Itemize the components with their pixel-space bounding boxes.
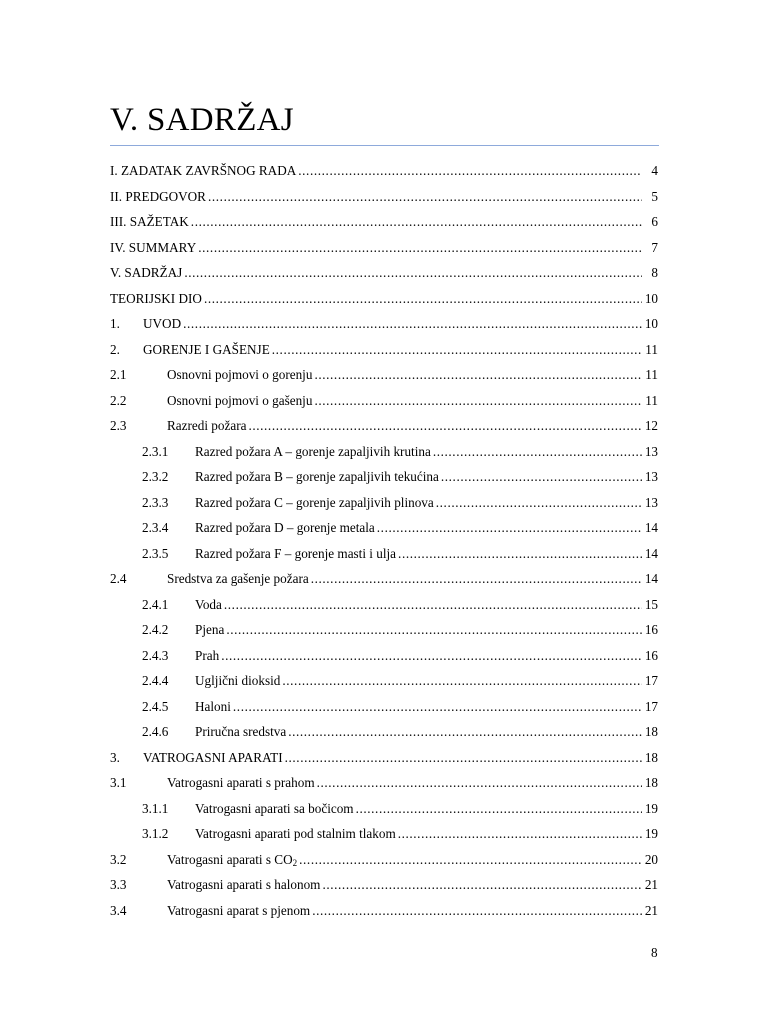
toc-entry-title-text: Razred požara B – gorenje zapaljivih tekućina [195,469,439,484]
toc-entry[interactable] [110,617,658,643]
toc-entry-number: 2.3.3 [142,494,169,510]
toc-entry-title [143,337,270,363]
toc-entry-title [195,541,396,567]
toc-entry-number: 2.3.4 [142,520,169,535]
toc-entry[interactable] [110,719,658,745]
toc-dot-leader [233,694,642,720]
toc-entry[interactable] [110,592,658,618]
toc-dot-leader [248,413,642,439]
toc-dot-leader [314,362,642,388]
toc-entry-title [110,260,182,286]
toc-dot-leader [398,541,642,567]
toc-entry-title [195,643,219,669]
toc-entry-number: 2.4.3 [142,647,169,663]
toc-entry-number: 3.1.1 [142,800,169,816]
toc-entry-title-text: Ugljični dioksid [195,673,281,688]
toc-entry-title [195,821,396,847]
toc-entry-title [195,668,280,694]
toc-entry-title [110,209,189,235]
toc-entry-title [167,566,309,592]
toc-entry-page: 13 [644,494,658,510]
toc-entry-page: 13 [644,443,658,459]
toc-entry-title-text: TEORIJSKI DIO [110,290,202,306]
toc-entry-title [195,515,375,541]
toc-entry-title-text: Vatrogasni aparati sa bočicom [195,800,354,816]
page-number: 8 [651,945,658,960]
toc-entry-title [167,898,310,924]
toc-dot-leader [226,617,642,643]
toc-dot-leader [198,235,642,261]
toc-entry-title [195,796,354,822]
toc-entry[interactable] [110,898,658,924]
toc-entry-page: 10 [644,316,658,331]
toc-entry-number: 3.2 [110,851,127,867]
toc-dot-leader [272,337,642,363]
toc-entry-number: 3.1.2 [142,826,169,841]
toc-dot-leader [312,898,642,924]
toc-dot-leader [314,388,642,414]
toc-entry[interactable] [110,515,658,541]
toc-entry-title-text: Pjena [195,622,225,637]
toc-entry[interactable] [110,388,658,414]
toc-entry-title-text: VATROGASNI APARATI [143,749,283,765]
toc-entry-title [195,464,439,490]
toc-entry-title-text: Vatrogasni aparati s halonom [167,877,321,892]
toc-entry-title-text: Osnovni pojmovi o gorenju [167,367,313,382]
toc-entry-title [195,439,431,465]
toc-dot-leader [322,872,642,898]
toc-entry-title-text: UVOD [143,316,182,331]
toc-entry[interactable] [110,745,658,771]
toc-entry-title-text: Sredstva za gašenje požara [167,571,309,586]
toc-entry-title-text: Vatrogasni aparati pod stalnim tlakom [195,826,396,841]
toc-heading: V. SADRŽAJ [110,102,294,138]
toc-entry-title-text: Razred požara D – gorenje metala [195,520,375,535]
toc-entry[interactable] [110,235,658,261]
toc-entry-page: 8 [651,265,658,280]
toc-entry-number: 1. [110,316,120,331]
toc-dot-leader [224,592,642,618]
toc-dot-leader [311,566,642,592]
toc-entry-page: 14 [644,545,658,561]
toc-entry-title [143,745,283,771]
toc-entry-page: 11 [645,367,658,382]
toc-dot-leader [441,464,642,490]
toc-entry-title [195,694,231,720]
toc-entry-number: 2.4.4 [142,673,169,688]
toc-entry-title [195,490,434,516]
toc-entry-title-text: Vatrogasni aparati s prahom [167,775,315,790]
toc-entry[interactable] [110,311,658,337]
toc-entry-title-text: Razredi požara [167,418,247,433]
toc-entry-page: 17 [644,698,658,714]
toc-entry-title-text: Priručna sredstva [195,724,287,739]
table-of-contents [110,158,658,923]
toc-dot-leader [299,847,642,873]
toc-entry-title [167,770,315,796]
toc-entry-number: 3. [110,749,120,765]
toc-entry-title [167,362,312,388]
toc-dot-leader [285,745,642,771]
toc-entry-page: 18 [644,775,658,790]
toc-dot-leader [356,796,642,822]
toc-entry[interactable] [110,770,658,796]
toc-dot-leader [208,184,642,210]
toc-entry[interactable] [110,362,658,388]
toc-entry[interactable] [110,439,658,465]
toc-entry-number: 2. [110,341,120,357]
toc-entry-number: 2.4.6 [142,724,169,739]
toc-entry[interactable] [110,566,658,592]
toc-entry-title [195,719,286,745]
toc-entry-title-text: Vatrogasni aparat s pjenom [167,902,311,918]
toc-entry[interactable] [110,694,658,720]
toc-entry-page: 19 [644,826,658,841]
toc-entry-title-text: V. SADRŽAJ [110,265,183,280]
toc-entry-title [167,413,246,439]
toc-entry-title-text: Prah [195,647,220,663]
toc-entry-title-text: Haloni [195,698,231,714]
toc-entry-page: 14 [644,571,658,586]
toc-entry-page: 13 [644,469,658,484]
toc-entry-number: 3.1 [110,775,127,790]
toc-entry[interactable] [110,286,658,312]
toc-entry-title [110,235,196,261]
toc-entry-title [167,847,297,873]
toc-entry-number: 2.4 [110,571,127,586]
toc-dot-leader [191,209,642,235]
toc-entry-number: 3.3 [110,877,127,892]
toc-dot-leader [282,668,642,694]
toc-entry-title-text: Razred požara F – gorenje masti i ulja [195,545,397,561]
toc-entry-page: 7 [651,239,658,255]
toc-entry-title [195,592,222,618]
toc-dot-leader [221,643,642,669]
toc-entry-title-text: GORENJE I GAŠENJE [143,341,270,357]
toc-entry-title-text: IV. SUMMARY [110,239,197,255]
toc-entry-title [195,617,224,643]
toc-dot-leader [288,719,642,745]
heading-underline [110,145,659,146]
toc-entry-page: 21 [644,902,658,918]
toc-dot-leader [298,158,642,184]
toc-entry-page: 20 [644,851,658,867]
toc-entry-title [110,286,202,312]
toc-dot-leader [204,286,642,312]
toc-entry-title [143,311,181,337]
toc-entry-title [167,388,312,414]
toc-entry-title-subscript: 2 [292,857,298,868]
toc-entry[interactable] [110,541,658,567]
toc-entry-number: 2.3 [110,418,127,433]
toc-entry-title-text: II. PREDGOVOR [110,188,206,204]
toc-entry[interactable] [110,413,658,439]
toc-entry-page: 4 [651,163,658,178]
toc-entry-number: 2.4.5 [142,698,169,714]
toc-entry-page: 10 [644,290,658,306]
toc-dot-leader [398,821,642,847]
toc-entry-title-text: Osnovni pojmovi o gašenju [167,392,313,408]
toc-dot-leader [377,515,642,541]
toc-entry-title [110,158,296,184]
toc-entry-page: 19 [644,800,658,816]
toc-entry-page: 18 [644,724,658,739]
toc-dot-leader [183,311,642,337]
toc-dot-leader [184,260,642,286]
toc-entry-number: 2.1 [110,367,127,382]
toc-entry-page: 16 [644,622,658,637]
toc-entry[interactable] [110,209,658,235]
toc-entry-number: 2.3.2 [142,469,169,484]
toc-entry-page: 5 [651,188,658,204]
toc-dot-leader [433,439,642,465]
toc-entry-page: 15 [644,596,658,612]
toc-entry[interactable] [110,821,658,847]
toc-entry-number: 2.2 [110,392,127,408]
toc-entry-number: 2.4.1 [142,596,169,612]
toc-entry-number: 2.3.5 [142,545,169,561]
toc-entry[interactable] [110,158,658,184]
toc-entry-page: 17 [644,673,658,688]
toc-entry[interactable] [110,872,658,898]
toc-entry-page: 21 [644,877,658,892]
toc-entry-title-text: Razred požara C – gorenje zapaljivih plinova [195,494,434,510]
toc-entry-page: 6 [651,214,658,229]
toc-entry-page: 12 [644,418,658,433]
toc-entry-title [167,872,320,898]
toc-entry-page: 11 [645,341,658,357]
toc-entry-title-text: Razred požara A – gorenje zapaljivih krutina [195,443,431,459]
toc-entry[interactable] [110,847,658,873]
toc-entry[interactable] [110,643,658,669]
toc-entry[interactable] [110,464,658,490]
toc-entry-title-text: III. SAŽETAK [110,214,189,229]
toc-entry-number: 2.3.1 [142,443,169,459]
toc-entry-page: 16 [644,647,658,663]
toc-entry-number: 3.4 [110,902,127,918]
toc-entry-title-text: Voda [195,596,222,612]
toc-entry[interactable] [110,796,658,822]
toc-entry-page: 18 [644,749,658,765]
toc-dot-leader [317,770,642,796]
toc-entry-title-text: I. ZADATAK ZAVRŠNOG RADA [110,163,297,178]
toc-entry[interactable] [110,260,658,286]
toc-dot-leader [436,490,642,516]
toc-entry[interactable] [110,184,658,210]
toc-entry-title-text: Vatrogasni aparati s CO [167,851,293,867]
toc-entry[interactable] [110,668,658,694]
toc-entry-number: 2.4.2 [142,622,169,637]
toc-entry-page: 11 [645,392,658,408]
toc-entry-title [110,184,206,210]
toc-entry[interactable] [110,490,658,516]
toc-entry-page: 14 [644,520,658,535]
toc-entry[interactable] [110,337,658,363]
